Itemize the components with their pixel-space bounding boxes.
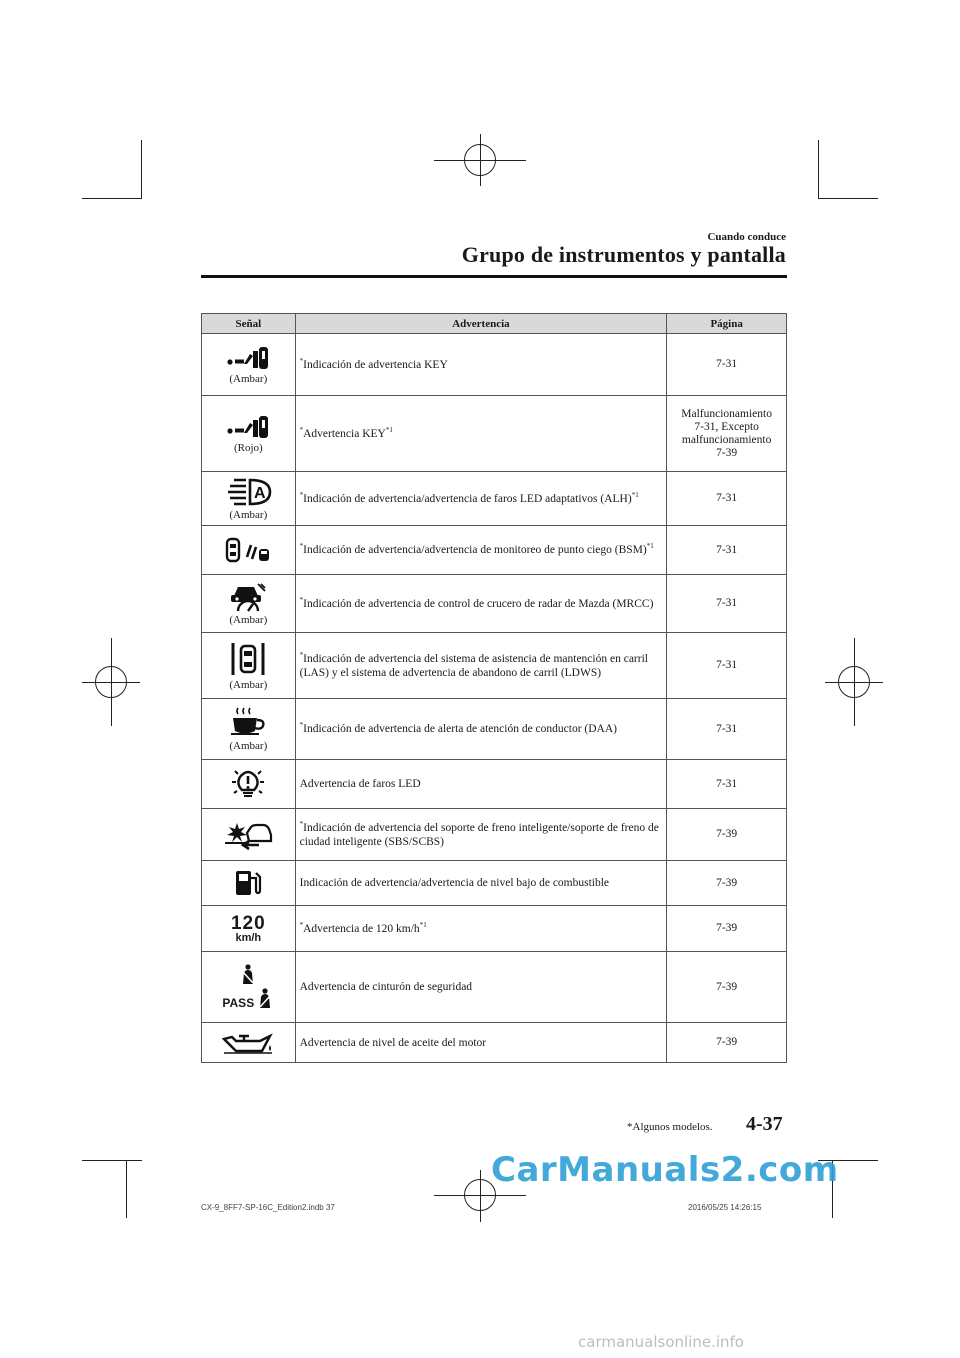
signal-color-label: (Ambar) [229,613,268,626]
signal-cell [202,472,296,526]
asterisk-mark: * [299,595,304,604]
signal-color-label: (Ambar) [229,508,268,521]
table-row [202,396,787,472]
column-header-signal: Señal [202,314,296,334]
warning-cell [295,861,667,906]
adaptive-led-headlight-icon [224,477,272,507]
warning-text: Indicación de advertencia/advertencia de faros LED adaptativos (ALH) [303,492,632,505]
warning-text: Indicación de advertencia de alerta de atención de conductor (DAA) [303,723,617,735]
signal-cell [202,861,296,906]
page-cell: 7-39 [667,1023,787,1063]
watermark-carmanualsonline: carmanualsonline.info [578,1333,744,1351]
footnote-mark: *1 [646,542,654,551]
warning-cell [295,472,667,526]
warning-signals-table [201,313,787,1063]
signal-cell [202,809,296,861]
footnote: *Algunos modelos. [627,1121,713,1133]
warning-cell [295,1023,667,1063]
crop-mark [818,198,878,199]
signal-cell [202,760,296,809]
warning-cell [295,334,667,396]
print-info-date: 2016/05/25 14:26:15 [688,1203,762,1212]
blind-spot-monitoring-icon [225,537,271,563]
warning-text: Advertencia de 120 km/h [303,922,420,935]
page-number: 4-37 [746,1113,783,1135]
key-warning-icon [226,345,270,371]
footnote-mark: *1 [419,920,427,929]
asterisk-mark: * [299,650,304,659]
page-cell: Malfuncionamiento 7-31, Excepto malfuncionamiento 7-39 [667,396,787,472]
asterisk-mark: * [299,490,304,499]
warning-cell [295,575,667,633]
speed-120-kmh-icon [202,914,295,944]
page-cell: 7-31 [667,334,787,396]
page-cell: 7-31 [667,760,787,809]
page-cell: 7-31 [667,575,787,633]
registration-mark [854,638,855,726]
crop-mark [126,1160,127,1218]
speed-unit: km/h [235,931,262,944]
warning-cell [295,633,667,699]
table-row [202,760,787,809]
signal-color-label: (Ambar) [229,372,268,385]
table-row [202,526,787,575]
asterisk-mark: * [299,819,304,828]
asterisk-mark: * [299,542,304,551]
speed-value: 120 [230,912,266,934]
table-row [202,334,787,396]
asterisk-mark: * [299,721,304,730]
warning-text: Indicación de advertencia de control de crucero de radar de Mazda (MRCC) [303,597,654,610]
low-fuel-icon [233,868,263,898]
driver-attention-cup-icon [228,706,268,738]
signal-color-label: (Rojo) [233,441,263,454]
smart-brake-support-icon [223,819,273,851]
asterisk-mark: * [299,356,304,365]
registration-mark [480,1170,481,1222]
warning-text: Indicación de advertencia KEY [303,358,448,371]
section-label: Cuando conduce [707,231,786,243]
asterisk-mark: * [299,425,304,434]
table-row [202,575,787,633]
table-row [202,809,787,861]
page-title: Grupo de instrumentos y pantalla [461,242,786,267]
page-cell: 7-31 [667,699,787,760]
table-header-row [202,314,787,334]
warning-text: Indicación de advertencia/advertencia de nivel bajo de combustible [299,877,610,889]
signal-cell [202,906,296,952]
signal-cell [202,1023,296,1063]
warning-text: Indicación de advertencia/advertencia de monitoreo de punto ciego (BSM) [303,544,647,556]
page-cell: 7-39 [667,952,787,1023]
page-cell: 7-39 [667,809,787,861]
warning-cell [295,906,667,952]
table-row [202,699,787,760]
registration-mark [480,134,481,186]
page-cell: 7-39 [667,906,787,952]
warning-text: Advertencia de cinturón de seguridad [299,981,473,993]
seat-belt-icon [202,964,295,1010]
print-info-file: CX-9_8FF7-SP-16C_Edition2.indb 37 [201,1203,335,1212]
title-rule [201,275,787,278]
seat-belt-passenger-icon [256,988,274,1010]
table-row [202,952,787,1023]
warning-text: Advertencia de nivel de aceite del motor [299,1036,487,1049]
table-row [202,1023,787,1063]
seat-belt-driver-icon [239,964,257,986]
signal-cell [202,952,296,1023]
warning-text: Indicación de advertencia del sistema de asistencia de mantención en carril (LAS) y el sistema de advertencia de abandono de carril (LDWS) [299,652,648,679]
signal-cell [202,334,296,396]
watermark-carmanuals2: CarManuals2.com [491,1150,839,1190]
led-headlight-warning-icon [230,768,266,800]
table-row [202,861,787,906]
warning-cell [295,396,667,472]
warning-text: Advertencia de faros LED [299,778,421,790]
registration-mark [111,638,112,726]
crop-mark [82,1160,142,1161]
page-cell: 7-31 [667,526,787,575]
asterisk-mark: * [299,920,304,929]
signal-cell [202,633,296,699]
signal-cell [202,396,296,472]
warning-text: Indicación de advertencia del soporte de freno inteligente/soporte de freno de ciudad inteligente (SBS/SCBS) [299,821,659,848]
page-cell: 7-31 [667,472,787,526]
page-cell: 7-39 [667,861,787,906]
signal-cell [202,699,296,760]
warning-cell [295,809,667,861]
warning-text: Advertencia KEY [303,427,386,440]
signal-cell [202,526,296,575]
crop-mark [82,198,142,199]
engine-oil-icon [222,1031,274,1055]
crop-mark [818,140,819,198]
signal-color-label: (Ambar) [229,740,268,752]
key-warning-icon [226,414,270,440]
warning-cell [295,699,667,760]
column-header-page: Página [667,314,787,334]
warning-cell [295,526,667,575]
pass-label: PASS [222,996,255,1010]
table-row [202,906,787,952]
svg-text:A: A [254,484,266,502]
lane-assist-icon [229,641,267,677]
table-row [202,472,787,526]
footnote-mark: *1 [631,490,639,499]
signal-color-label: (Ambar) [229,678,268,691]
radar-cruise-control-icon [228,582,268,612]
page-cell: 7-31 [667,633,787,699]
table-row [202,633,787,699]
warning-cell [295,760,667,809]
column-header-warning: Advertencia [295,314,667,334]
footnote-mark: *1 [385,425,393,434]
crop-mark [141,140,142,198]
signal-cell [202,575,296,633]
warning-cell [295,952,667,1023]
